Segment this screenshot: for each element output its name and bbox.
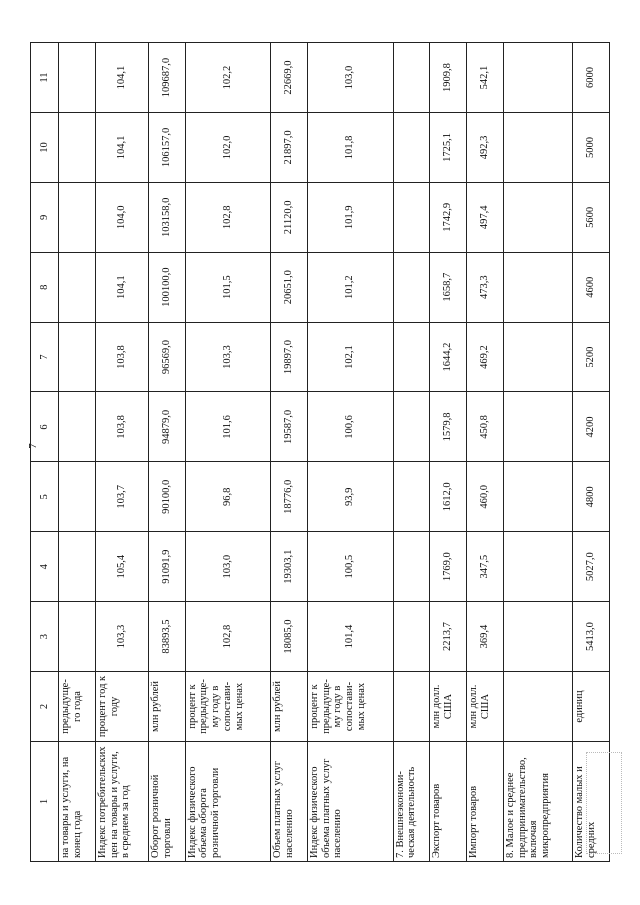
indicator-name-cell: Индекс потребительских цен на товары и услуги, в среднем за год bbox=[95, 742, 148, 862]
indicator-name-cell: 7. Внешнеэкономи-ческая деятельность bbox=[393, 742, 430, 862]
value-cell: 1769,0 bbox=[430, 532, 467, 602]
value-cell: 83893,5 bbox=[148, 602, 185, 672]
value-cell: 21897,0 bbox=[271, 113, 308, 183]
value-cell: 101,9 bbox=[307, 182, 393, 252]
table-row bbox=[503, 43, 572, 862]
header-cell: 3 bbox=[31, 602, 59, 672]
unit-cell: процент год к году bbox=[95, 672, 148, 742]
table-row bbox=[573, 43, 610, 862]
value-cell: 497,4 bbox=[467, 182, 504, 252]
header-cell: 4 bbox=[31, 532, 59, 602]
value-cell bbox=[59, 602, 96, 672]
value-cell: 101,4 bbox=[307, 602, 393, 672]
header-row bbox=[31, 43, 59, 862]
value-cell: 18085,0 bbox=[271, 602, 308, 672]
value-cell bbox=[59, 43, 96, 113]
indicator-name-cell: Импорт товаров bbox=[467, 742, 504, 862]
page-number: 7 bbox=[26, 443, 39, 449]
value-cell: 19897,0 bbox=[271, 322, 308, 392]
value-cell bbox=[393, 113, 430, 183]
unit-cell: процент к предыдуще-му году в сопостави-мых ценах bbox=[185, 672, 271, 742]
header-cell: 11 bbox=[31, 43, 59, 113]
value-cell bbox=[59, 532, 96, 602]
value-cell: 1579,8 bbox=[430, 392, 467, 462]
value-cell: 104,1 bbox=[95, 252, 148, 322]
value-cell bbox=[393, 532, 430, 602]
indicator-name-cell: 8. Малое и среднее предпринимательство, включая микропредприятия bbox=[503, 742, 572, 862]
value-cell bbox=[503, 182, 572, 252]
header-cell: 1 bbox=[31, 742, 59, 862]
value-cell: 1909,8 bbox=[430, 43, 467, 113]
value-cell: 21120,0 bbox=[271, 182, 308, 252]
value-cell: 1725,1 bbox=[430, 113, 467, 183]
value-cell: 91091,9 bbox=[148, 532, 185, 602]
value-cell: 473,3 bbox=[467, 252, 504, 322]
value-cell: 19587,0 bbox=[271, 392, 308, 462]
value-cell: 104,0 bbox=[95, 182, 148, 252]
value-cell bbox=[503, 532, 572, 602]
value-cell: 369,4 bbox=[467, 602, 504, 672]
value-cell: 2213,7 bbox=[430, 602, 467, 672]
value-cell bbox=[59, 182, 96, 252]
value-cell: 1742,9 bbox=[430, 182, 467, 252]
value-cell: 1644,2 bbox=[430, 322, 467, 392]
indicators-table bbox=[30, 42, 610, 862]
indicator-name-cell: Количество малых и средних bbox=[573, 742, 610, 862]
table-row bbox=[148, 43, 185, 862]
indicator-name-cell: Индекс физического объема оборота розничной торговли bbox=[185, 742, 271, 862]
value-cell bbox=[393, 462, 430, 532]
value-cell: 22669,0 bbox=[271, 43, 308, 113]
value-cell: 1612,0 bbox=[430, 462, 467, 532]
value-cell: 94879,0 bbox=[148, 392, 185, 462]
unit-cell: млн рублей bbox=[148, 672, 185, 742]
header-cell: 10 bbox=[31, 113, 59, 183]
value-cell: 103,7 bbox=[95, 462, 148, 532]
value-cell: 4800 bbox=[573, 462, 610, 532]
value-cell: 18776,0 bbox=[271, 462, 308, 532]
value-cell bbox=[503, 43, 572, 113]
value-cell bbox=[503, 113, 572, 183]
value-cell: 105,4 bbox=[95, 532, 148, 602]
rotated-table-container bbox=[30, 42, 610, 862]
value-cell: 96,8 bbox=[185, 462, 271, 532]
value-cell: 103,3 bbox=[185, 322, 271, 392]
value-cell bbox=[393, 602, 430, 672]
value-cell: 100,6 bbox=[307, 392, 393, 462]
table-row bbox=[271, 43, 308, 862]
value-cell: 347,5 bbox=[467, 532, 504, 602]
value-cell: 104,1 bbox=[95, 113, 148, 183]
value-cell: 103,8 bbox=[95, 322, 148, 392]
table-row bbox=[95, 43, 148, 862]
value-cell: 5600 bbox=[573, 182, 610, 252]
value-cell: 106157,0 bbox=[148, 113, 185, 183]
value-cell: 5027,0 bbox=[573, 532, 610, 602]
value-cell: 102,8 bbox=[185, 602, 271, 672]
value-cell: 103,8 bbox=[95, 392, 148, 462]
table-row bbox=[307, 43, 393, 862]
indicator-name-cell: Индекс физического объема платных услуг населению bbox=[307, 742, 393, 862]
header-cell: 2 bbox=[31, 672, 59, 742]
value-cell: 4200 bbox=[573, 392, 610, 462]
value-cell bbox=[503, 392, 572, 462]
value-cell bbox=[393, 392, 430, 462]
table-row bbox=[430, 43, 467, 862]
header-cell: 9 bbox=[31, 182, 59, 252]
table-row bbox=[393, 43, 430, 862]
indicator-name-cell: Объем платных услуг населению bbox=[271, 742, 308, 862]
unit-cell: млн долл. США bbox=[430, 672, 467, 742]
value-cell: 5000 bbox=[573, 113, 610, 183]
value-cell: 101,6 bbox=[185, 392, 271, 462]
value-cell: 103158,0 bbox=[148, 182, 185, 252]
header-cell: 5 bbox=[31, 462, 59, 532]
value-cell: 101,2 bbox=[307, 252, 393, 322]
value-cell bbox=[59, 462, 96, 532]
header-cell: 7 bbox=[31, 322, 59, 392]
value-cell: 103,0 bbox=[307, 43, 393, 113]
value-cell: 96569,0 bbox=[148, 322, 185, 392]
table-row bbox=[59, 43, 96, 862]
indicator-name-cell: на товары и услуги, на конец года bbox=[59, 742, 96, 862]
value-cell: 5200 bbox=[573, 322, 610, 392]
value-cell: 469,2 bbox=[467, 322, 504, 392]
value-cell: 102,8 bbox=[185, 182, 271, 252]
value-cell bbox=[503, 252, 572, 322]
value-cell: 102,1 bbox=[307, 322, 393, 392]
value-cell bbox=[503, 602, 572, 672]
unit-cell: единиц bbox=[573, 672, 610, 742]
value-cell bbox=[59, 392, 96, 462]
value-cell: 1658,7 bbox=[430, 252, 467, 322]
value-cell: 20651,0 bbox=[271, 252, 308, 322]
unit-cell bbox=[393, 672, 430, 742]
value-cell bbox=[503, 462, 572, 532]
value-cell: 100100,0 bbox=[148, 252, 185, 322]
value-cell bbox=[59, 322, 96, 392]
unit-cell: процент к предыдуще-му году в сопостави-мых ценах bbox=[307, 672, 393, 742]
value-cell: 6000 bbox=[573, 43, 610, 113]
value-cell: 102,0 bbox=[185, 113, 271, 183]
value-cell bbox=[393, 322, 430, 392]
value-cell: 450,8 bbox=[467, 392, 504, 462]
table-body bbox=[59, 43, 610, 862]
value-cell: 90100,0 bbox=[148, 462, 185, 532]
value-cell: 109687,0 bbox=[148, 43, 185, 113]
table-row bbox=[185, 43, 271, 862]
indicator-name-cell: Экспорт товаров bbox=[430, 742, 467, 862]
value-cell: 4600 bbox=[573, 252, 610, 322]
value-cell: 492,3 bbox=[467, 113, 504, 183]
value-cell: 460,0 bbox=[467, 462, 504, 532]
table-row bbox=[467, 43, 504, 862]
value-cell: 103,0 bbox=[185, 532, 271, 602]
value-cell: 104,1 bbox=[95, 43, 148, 113]
header-cell: 8 bbox=[31, 252, 59, 322]
value-cell: 542,1 bbox=[467, 43, 504, 113]
value-cell bbox=[393, 43, 430, 113]
faint-stamp bbox=[586, 752, 622, 854]
value-cell bbox=[59, 113, 96, 183]
unit-cell: млн долл. США bbox=[467, 672, 504, 742]
value-cell bbox=[393, 252, 430, 322]
value-cell bbox=[503, 322, 572, 392]
value-cell: 103,3 bbox=[95, 602, 148, 672]
value-cell: 102,2 bbox=[185, 43, 271, 113]
value-cell bbox=[59, 252, 96, 322]
value-cell: 5413,0 bbox=[573, 602, 610, 672]
unit-cell: млн рублей bbox=[271, 672, 308, 742]
value-cell: 100,5 bbox=[307, 532, 393, 602]
indicator-name-cell: Оборот розничной торговли bbox=[148, 742, 185, 862]
value-cell: 19303,1 bbox=[271, 532, 308, 602]
unit-cell bbox=[503, 672, 572, 742]
value-cell: 101,8 bbox=[307, 113, 393, 183]
value-cell bbox=[393, 182, 430, 252]
header-cell: 6 bbox=[31, 392, 59, 462]
value-cell: 93,9 bbox=[307, 462, 393, 532]
value-cell: 101,5 bbox=[185, 252, 271, 322]
unit-cell: предыдуще-го года bbox=[59, 672, 96, 742]
